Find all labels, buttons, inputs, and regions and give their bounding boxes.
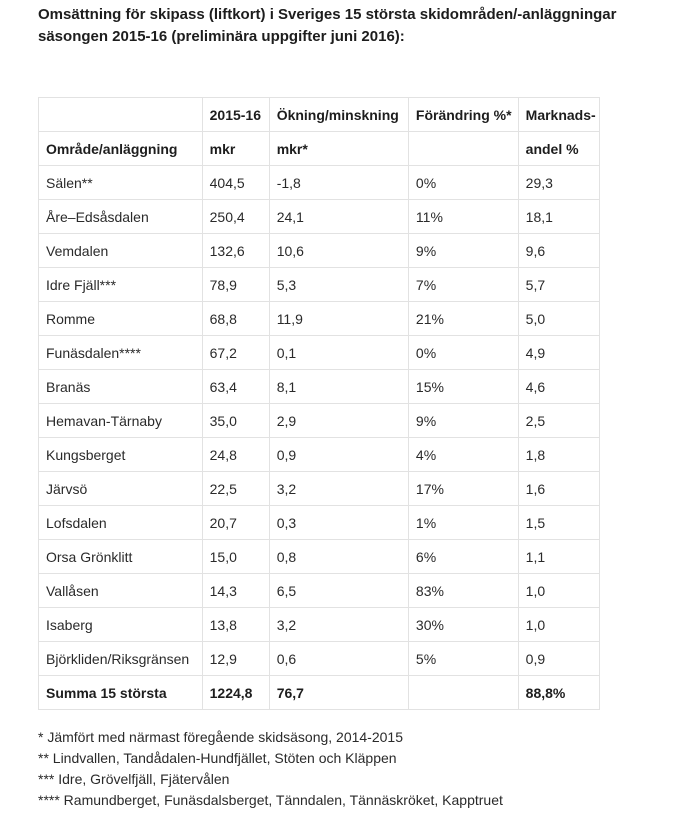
value-cell: 9% bbox=[408, 234, 518, 268]
value-cell: 0% bbox=[408, 336, 518, 370]
value-cell: 11,9 bbox=[269, 302, 408, 336]
area-name-cell: Orsa Grönklitt bbox=[39, 540, 203, 574]
table-row bbox=[39, 574, 600, 608]
value-cell: 76,7 bbox=[269, 676, 408, 710]
value-cell: 0,9 bbox=[518, 642, 599, 676]
value-cell: 6% bbox=[408, 540, 518, 574]
value-cell: -1,8 bbox=[269, 166, 408, 200]
value-cell bbox=[408, 676, 518, 710]
value-cell: 78,9 bbox=[202, 268, 269, 302]
value-cell: 14,3 bbox=[202, 574, 269, 608]
value-cell: 2,5 bbox=[518, 404, 599, 438]
table-body bbox=[39, 98, 600, 710]
value-cell: 1,5 bbox=[518, 506, 599, 540]
value-cell: 63,4 bbox=[202, 370, 269, 404]
header-cell: Ökning/minskning bbox=[269, 98, 408, 132]
value-cell: 5,7 bbox=[518, 268, 599, 302]
footnote: *** Idre, Grövelfjäll, Fjätervålen bbox=[38, 771, 230, 787]
value-cell: 5,0 bbox=[518, 302, 599, 336]
table-row bbox=[39, 438, 600, 472]
value-cell: 15% bbox=[408, 370, 518, 404]
area-name-cell: Björkliden/Riksgränsen bbox=[39, 642, 203, 676]
area-name-cell: Funäsdalen**** bbox=[39, 336, 203, 370]
footnotes bbox=[38, 727, 503, 811]
value-cell: 15,0 bbox=[202, 540, 269, 574]
table-row bbox=[39, 642, 600, 676]
value-cell: 0,8 bbox=[269, 540, 408, 574]
value-cell: 35,0 bbox=[202, 404, 269, 438]
area-name-cell: Kungsberget bbox=[39, 438, 203, 472]
value-cell: 3,2 bbox=[269, 608, 408, 642]
table-row bbox=[39, 608, 600, 642]
value-cell: 250,4 bbox=[202, 200, 269, 234]
table-row bbox=[39, 404, 600, 438]
table-row bbox=[39, 506, 600, 540]
area-name-cell: Lofsdalen bbox=[39, 506, 203, 540]
header-cell: andel % bbox=[518, 132, 599, 166]
header-cell bbox=[408, 132, 518, 166]
header-cell bbox=[39, 98, 203, 132]
table-row bbox=[39, 472, 600, 506]
total-row bbox=[39, 676, 600, 710]
value-cell: 1,0 bbox=[518, 608, 599, 642]
value-cell: 5% bbox=[408, 642, 518, 676]
value-cell: 10,6 bbox=[269, 234, 408, 268]
header-cell: mkr* bbox=[269, 132, 408, 166]
value-cell: 0% bbox=[408, 166, 518, 200]
value-cell: 30% bbox=[408, 608, 518, 642]
value-cell: 6,5 bbox=[269, 574, 408, 608]
value-cell: 68,8 bbox=[202, 302, 269, 336]
value-cell: 404,5 bbox=[202, 166, 269, 200]
area-name-cell: Åre–Edsåsdalen bbox=[39, 200, 203, 234]
header-row-2 bbox=[39, 132, 600, 166]
value-cell: 132,6 bbox=[202, 234, 269, 268]
area-name-cell: Sälen** bbox=[39, 166, 203, 200]
area-name-cell: Vemdalen bbox=[39, 234, 203, 268]
value-cell: 8,1 bbox=[269, 370, 408, 404]
footnote: ** Lindvallen, Tandådalen-Hundfjället, Stöten och Kläppen bbox=[38, 750, 397, 766]
value-cell: 22,5 bbox=[202, 472, 269, 506]
value-cell: 1,0 bbox=[518, 574, 599, 608]
value-cell: 67,2 bbox=[202, 336, 269, 370]
value-cell: 9,6 bbox=[518, 234, 599, 268]
value-cell: 21% bbox=[408, 302, 518, 336]
value-cell: 4% bbox=[408, 438, 518, 472]
value-cell: 1% bbox=[408, 506, 518, 540]
table-row bbox=[39, 268, 600, 302]
value-cell: 88,8% bbox=[518, 676, 599, 710]
title-line-2: säsongen 2015-16 (preliminära uppgifter juni 2016): bbox=[38, 28, 405, 45]
header-cell: Förändring %* bbox=[408, 98, 518, 132]
value-cell: 0,3 bbox=[269, 506, 408, 540]
value-cell: 12,9 bbox=[202, 642, 269, 676]
value-cell: 83% bbox=[408, 574, 518, 608]
value-cell: 11% bbox=[408, 200, 518, 234]
value-cell: 0,1 bbox=[269, 336, 408, 370]
value-cell: 0,9 bbox=[269, 438, 408, 472]
value-cell: 1224,8 bbox=[202, 676, 269, 710]
area-name-cell: Idre Fjäll*** bbox=[39, 268, 203, 302]
table-row bbox=[39, 234, 600, 268]
value-cell: 4,9 bbox=[518, 336, 599, 370]
value-cell: 17% bbox=[408, 472, 518, 506]
header-cell: mkr bbox=[202, 132, 269, 166]
area-name-cell: Järvsö bbox=[39, 472, 203, 506]
value-cell: 1,6 bbox=[518, 472, 599, 506]
area-name-cell: Vallåsen bbox=[39, 574, 203, 608]
header-cell: 2015-16 bbox=[202, 98, 269, 132]
area-name-cell: Romme bbox=[39, 302, 203, 336]
value-cell: 7% bbox=[408, 268, 518, 302]
value-cell: 2,9 bbox=[269, 404, 408, 438]
value-cell: 29,3 bbox=[518, 166, 599, 200]
value-cell: 9% bbox=[408, 404, 518, 438]
value-cell: 3,2 bbox=[269, 472, 408, 506]
header-cell: Marknads- bbox=[518, 98, 599, 132]
ski-pass-table bbox=[38, 97, 600, 710]
value-cell: 1,8 bbox=[518, 438, 599, 472]
table-row bbox=[39, 200, 600, 234]
footnote: * Jämfört med närmast föregående skidsäsong, 2014-2015 bbox=[38, 729, 403, 745]
header-cell: Område/anläggning bbox=[39, 132, 203, 166]
area-name-cell: Hemavan-Tärnaby bbox=[39, 404, 203, 438]
table-row bbox=[39, 540, 600, 574]
table-row bbox=[39, 370, 600, 404]
value-cell: 0,6 bbox=[269, 642, 408, 676]
table-row bbox=[39, 336, 600, 370]
page-title bbox=[38, 4, 678, 48]
title-line-1: Omsättning för skipass (liftkort) i Sveriges 15 största skidområden/-anläggningar bbox=[38, 6, 617, 23]
value-cell: 18,1 bbox=[518, 200, 599, 234]
area-name-cell: Branäs bbox=[39, 370, 203, 404]
footnote: **** Ramundberget, Funäsdalsberget, Tänndalen, Tännäskröket, Kapptruet bbox=[38, 792, 503, 808]
value-cell: 24,8 bbox=[202, 438, 269, 472]
value-cell: 4,6 bbox=[518, 370, 599, 404]
value-cell: 13,8 bbox=[202, 608, 269, 642]
area-name-cell: Summa 15 största bbox=[39, 676, 203, 710]
table-row bbox=[39, 166, 600, 200]
value-cell: 24,1 bbox=[269, 200, 408, 234]
value-cell: 20,7 bbox=[202, 506, 269, 540]
header-row-1 bbox=[39, 98, 600, 132]
value-cell: 5,3 bbox=[269, 268, 408, 302]
table-row bbox=[39, 302, 600, 336]
area-name-cell: Isaberg bbox=[39, 608, 203, 642]
value-cell: 1,1 bbox=[518, 540, 599, 574]
